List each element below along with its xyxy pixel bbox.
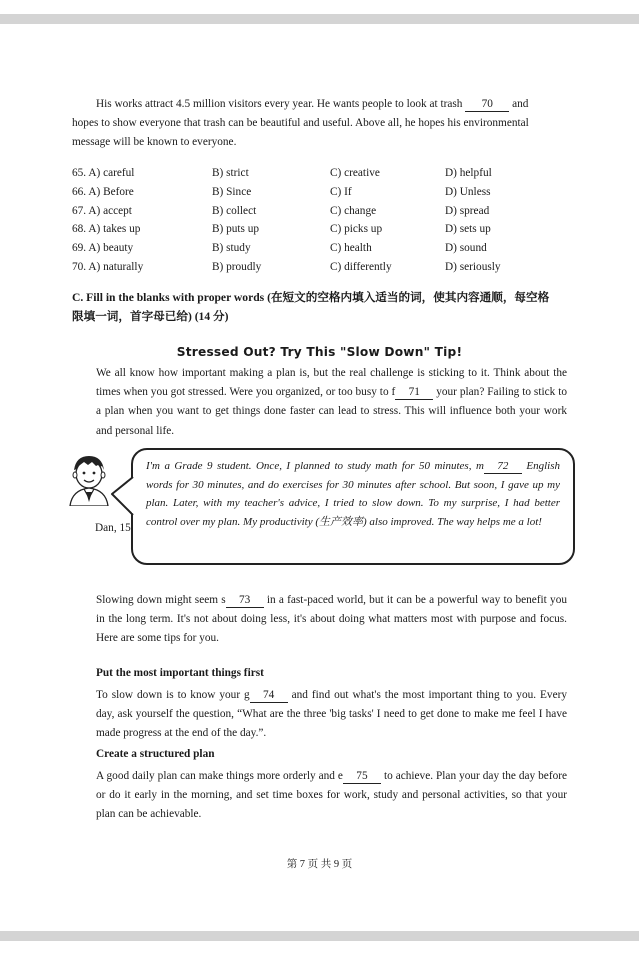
page-footer: 第 7 页 共 9 页 (286, 859, 353, 870)
option-c: C) If (330, 185, 352, 198)
option-a (72, 167, 134, 179)
option-a-text: A) naturally (88, 261, 144, 273)
option-a (72, 186, 134, 198)
option-number: 68. (72, 223, 87, 236)
paragraph-4: A good daily plan can make things more orderly and e 75 to achieve. Plan your day the day before or do it early in the morning, and set time boxes for work, study and personal activities, so that your plan can be achievable. (96, 770, 568, 821)
option-b: B) puts up (212, 223, 260, 236)
blank-71: 71 (395, 385, 433, 400)
option-c: C) change (330, 204, 377, 217)
student-avatar-icon (62, 452, 114, 506)
passage-title: Stressed Out? Try This "Slow Down" Tip! (176, 345, 463, 359)
option-number: 70. (72, 261, 87, 273)
option-a-text: A) careful (88, 167, 135, 179)
blank-73: 73 (226, 593, 264, 608)
option-a-text: A) Before (88, 185, 134, 198)
section-c-heading (72, 288, 567, 326)
option-a (72, 205, 132, 217)
speech-bubble-tail (110, 476, 136, 516)
intro-line-3: message will be known to everyone. (72, 136, 237, 149)
paragraph-1: We all know how important making a plan is, but the real challenge is sticking to it. Think about the times when you got stressed. Were you organized, or too busy to f 71 your plan? Failing to stick to a plan when you want to get things done faster can lead to stress. This will influence both your work and personal life. (96, 367, 567, 437)
option-a (72, 223, 140, 235)
section-c-line-2: 限填一词，首字母已给) (14 分) (72, 310, 229, 323)
subheading-1: Put the most important things first (96, 667, 264, 679)
option-d: D) Unless (445, 185, 491, 198)
option-d: D) helpful (445, 167, 492, 179)
option-d: D) sound (445, 242, 487, 255)
intro-line-2: hopes to show everyone that trash can be beautiful and useful. Above all, he hopes his environmental (72, 117, 529, 130)
blank-74: 74 (250, 688, 288, 703)
option-b: B) study (212, 242, 251, 255)
section-c-line-1: C. Fill in the blanks with proper words (在短文的空格内填入适当的词，使其内容通顺，每空格 (72, 291, 550, 304)
paragraph-3: To slow down is to know your g 74 and find out what's the most important thing to you. Every day, ask yourself the question, “What are the three 'big tasks' I need to get done to make me feel I have made progress at the end of the day.”. (96, 689, 567, 740)
option-b: B) collect (212, 204, 257, 217)
blank-75: 75 (343, 769, 381, 784)
paragraph-2: Slowing down might seem s 73 in a fast-paced world, but it can be a powerful way to benefit you in the long term. It's not about doing less, it's about doing what matters most with purpose and focus. Here are some tips for you. (96, 594, 567, 645)
option-a (72, 261, 143, 273)
bottom-border-band (0, 931, 639, 941)
bubble-text: I'm a Grade 9 student. Once, I planned to study math for 50 minutes, m 72 English words for 30 minutes, and do exercises for 30 minutes after school. But soon, I gave up my plan. Later, with my teacher's advice, I tried to slow down. To my surprise, I had better control over my plan. My productivity (生产效率) also improved. The way helps me a lot! (146, 460, 560, 528)
option-c: C) differently (330, 261, 392, 273)
option-b: B) Since (212, 185, 252, 198)
option-d: D) sets up (445, 223, 491, 236)
option-number: 66. (72, 185, 87, 198)
option-b: B) proudly (212, 261, 262, 273)
option-a (72, 242, 133, 254)
subheading-2: Create a structured plan (96, 748, 215, 760)
option-number: 67. (72, 204, 87, 217)
option-c: C) picks up (330, 223, 383, 236)
speaker-label: Dan, 15 (95, 522, 131, 534)
option-c: C) health (330, 242, 372, 255)
intro-paragraph: His works attract 4.5 million visitors every year. He wants people to look at trash 70 and hopes to show everyone that trash can be beautiful and useful. Above all, he hopes his environmental message will be known to everyone. (72, 95, 567, 153)
option-d: D) spread (445, 204, 490, 217)
option-a-text: A) beauty (88, 242, 134, 255)
option-number: 65. (72, 167, 87, 179)
option-a-text: A) takes up (88, 223, 141, 236)
option-b: B) strict (212, 167, 249, 179)
option-a-text: A) accept (88, 204, 132, 217)
blank-72: 72 (484, 459, 522, 474)
blank-70: 70 (465, 97, 509, 112)
option-c: C) creative (330, 167, 380, 179)
option-d: D) seriously (445, 261, 501, 273)
option-number: 69. (72, 242, 87, 255)
intro-line-1: His works attract 4.5 million visitors every year. He wants people to look at trash (96, 98, 466, 110)
top-border-band (0, 14, 639, 24)
